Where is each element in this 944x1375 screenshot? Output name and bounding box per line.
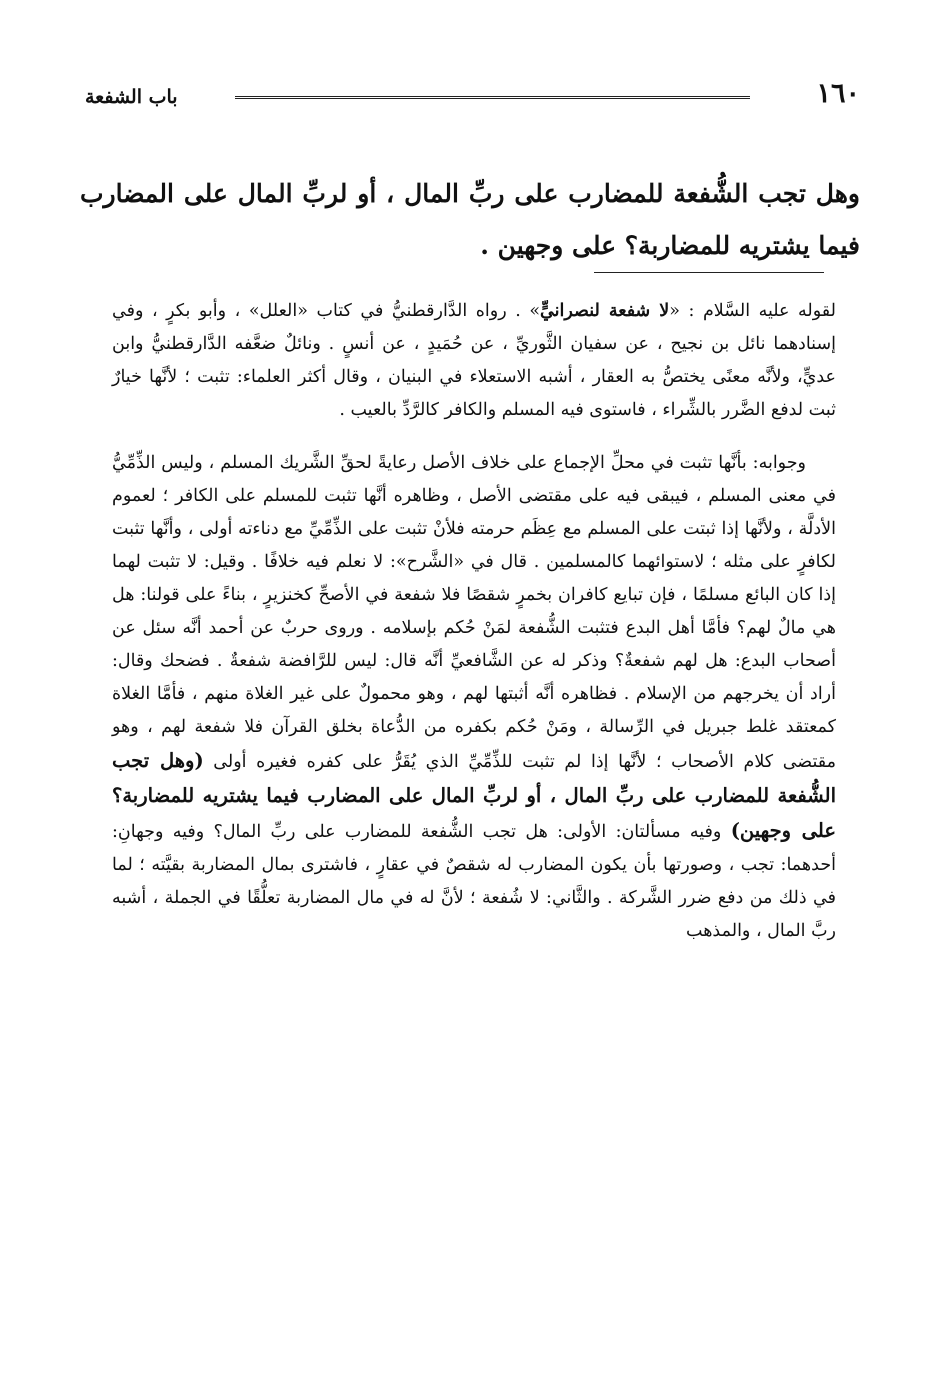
- chapter-title: باب الشفعة: [85, 86, 178, 108]
- commentary-paragraph-1: [112, 295, 836, 427]
- hadith-quote: لا شفعة لنصرانيٍّ: [540, 301, 670, 321]
- hadith-intro: لقوله عليه السَّلام : «: [669, 301, 836, 321]
- quoted-matn: (وهل تجب الشُّفعة للمضارب على ربِّ المال ، أو لربِّ المال على المضارب فيما يشتريه للمضاربة؟ على وجهين): [112, 749, 836, 842]
- page-number: ١٦٠: [816, 78, 860, 109]
- header-double-rule: [235, 96, 750, 99]
- commentary-part-1: وجوابه: بأنَّها تثبت في محلِّ الإجماع على خلاف الأصل رعايةً لحقِّ الشَّريك المسلم ، وليس الذِّمِّيُّ في معنى المسلم ، فيبقى فيه على مقتضى الأصل ، وظاهره أنَّها تثبت للمسلم على الكافر ؛ لعموم الأدلَّة ، ولأنَّها إذا ثبتت على المسلم مع عِظَم حرمته فلأنْ تثبت على الذِّمِّيِّ مع دناءته أولى ، وأنَّها تثبت لكافرٍ على مثله ؛ لاستوائهما كالمسلمين . قال في «الشَّرح»: لا نعلم فيه خلافًا . وقيل: لا تثبت لهما إذا كان البائع مسلمًا ، فإن تبايع كافران بخمرٍ شقصًا فلا شفعة في الأصحِّ كخنزيرٍ ، بناءً على قولنا: هل هي مالٌ لهم؟ فأمَّا أهل البدع فتثبت الشُّفعة لمَنْ حُكم بإسلامه . وروى حربٌ عن أحمد أنَّه سئل عن أصحاب البدع: هل لهم شفعةٌ؟ وذكر له عن الشَّافعيِّ أنَّه قال: ليس للرَّافضة شفعةٌ . فضحك وقال: أراد أن يخرجهم من الإسلام . فظاهره أنَّه أثبتها لهم ، وهو محمولٌ على غير الغلاة منهم ، فأمَّا الغلاة كمعتقد غلط جبريل في الرِّسالة ، ومَنْ حُكم بكفره من الدُّعاة بخلق القرآن فلا شفعة لهم ، وهو مقتضى كلام الأصحاب ؛ لأنَّها إذا لم تثبت للذِّمِّيِّ الذي يُقَرُّ على كفره فغيره أولى: [112, 453, 836, 772]
- commentary-paragraph-2: [112, 447, 836, 948]
- commentary-part-2: وفيه مسألتان: الأولى: هل تجب الشُّفعة للمضارب على ربِّ المال؟ وفيه وجهانِ: أحدهما: تجب ، وصورتها بأن يكون المضارب له شقصٌ في عقارٍ ، فاشترى بمال المضاربة بقيَّته ؛ لما في ذلك من دفع ضرر الشَّركة . والثَّاني: لا شُفعة ؛ لأنَّ له في مال المضاربة تعلُّقًا في الجملة ، أشبه ربَّ المال ، والمذهب: [112, 822, 836, 941]
- commentary-body: [112, 295, 836, 968]
- page-header: [85, 78, 860, 118]
- matn-text: وهل تجب الشُّفعة للمضارب على ربِّ المال ، أو لربِّ المال على المضارب فيما يشتريه للمضاربة؟ على وجهين .: [80, 179, 860, 260]
- hadith-discussion: » . رواه الدَّارقطنيُّ في كتاب «العلل» ، وأبو بكرٍ ، وفي إسنادهما نائل بن نجيح ، عن سفيان الثَّوريِّ ، عن حُمَيدٍ ، عن أنسٍ . ونائلٌ ضعَّفه الدَّارقطنيُّ وابن عديٍّ، ولأنَّه معنًى يختصُّ به العقار ، أشبه الاستعلاء في البنيان ، وقال أكثر العلماء: تثبت ؛ لأنَّها خيارٌ ثبت لدفع الضَّرر بالشِّراء ، فاستوى فيه المسلم والكافر كالرَّدِّ بالعيب .: [112, 301, 836, 420]
- matn-commentary-separator: [594, 272, 824, 273]
